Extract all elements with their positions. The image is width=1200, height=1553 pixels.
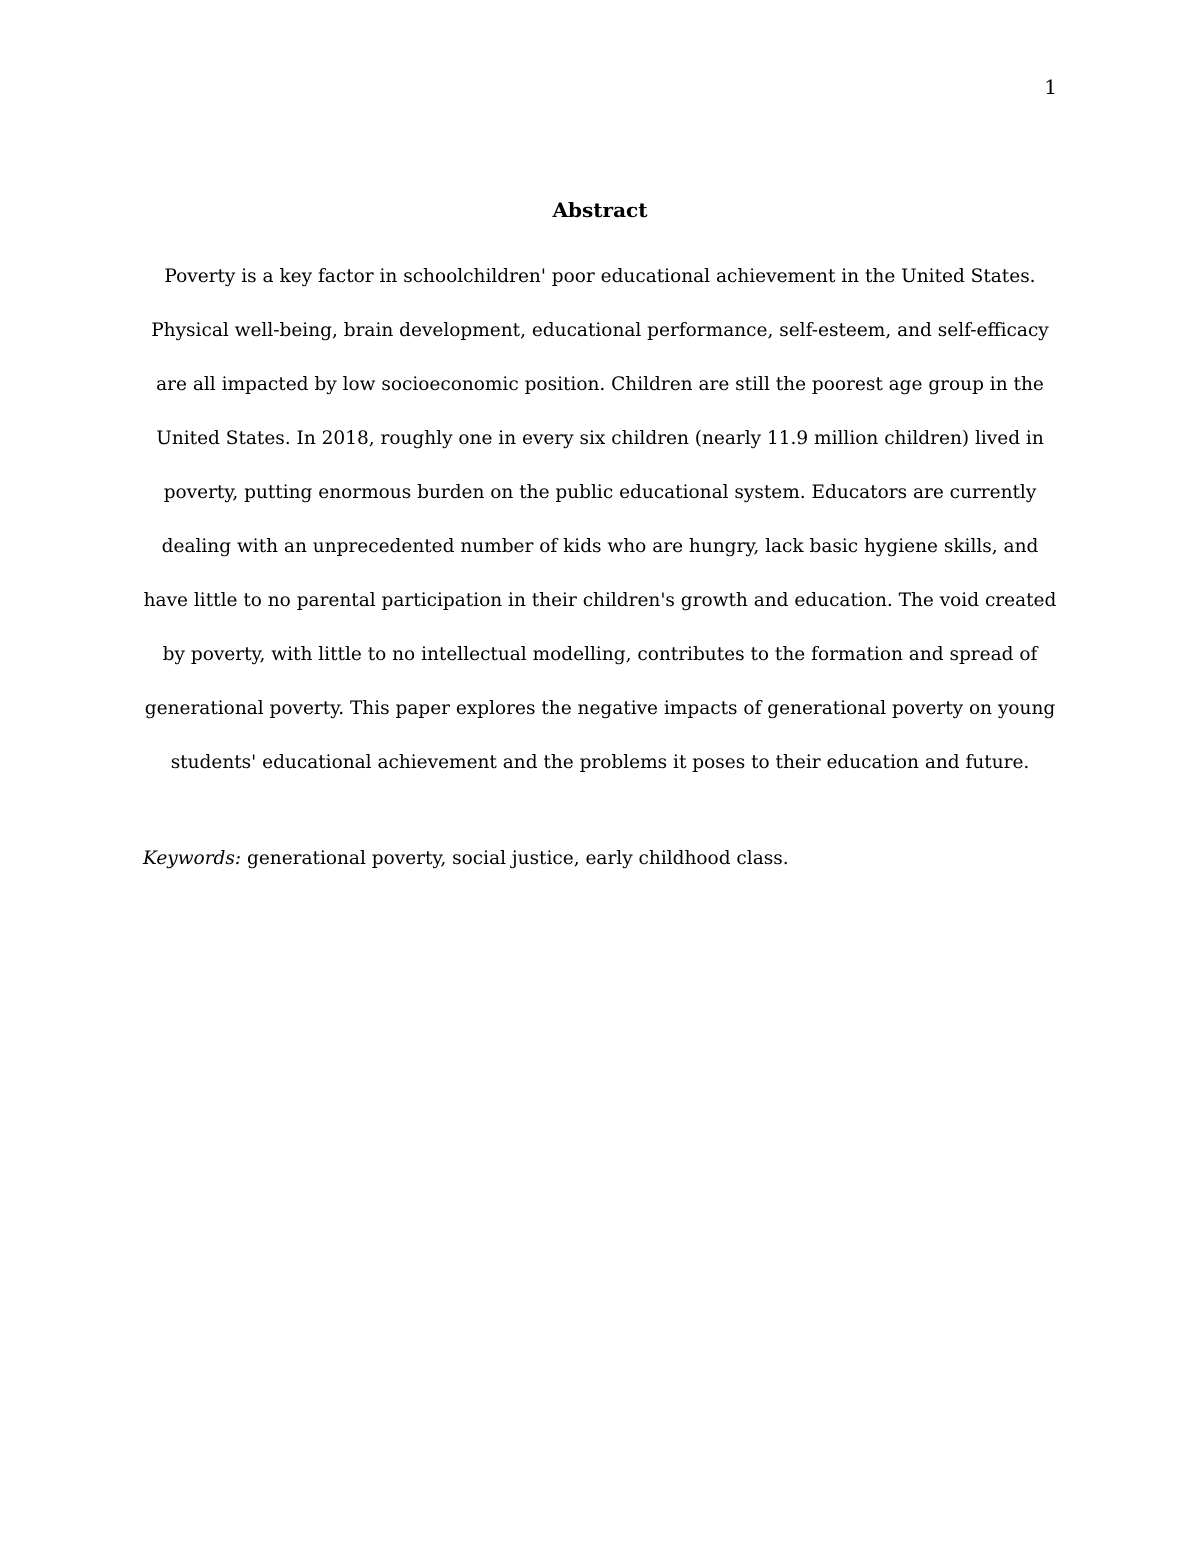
keywords-label: Keywords: xyxy=(143,848,242,869)
abstract-line: United States. In 2018, roughly one in every six children (nearly 11.9 million children) lived in xyxy=(156,428,1044,449)
abstract-line: generational poverty. This paper explores the negative impacts of generational poverty on young xyxy=(144,698,1056,719)
abstract-line: Physical well-being, brain development, educational performance, self-esteem, and self-efficacy xyxy=(151,320,1049,341)
page-number: 1 xyxy=(1044,75,1057,99)
abstract-line: students' educational achievement and the problems it poses to their education and future. xyxy=(170,752,1030,773)
keywords-line xyxy=(143,844,789,874)
abstract-heading: Abstract xyxy=(552,198,648,222)
abstract-line: Poverty is a key factor in schoolchildren' poor educational achievement in the United States. xyxy=(164,266,1036,287)
abstract-line: have little to no parental participation in their children's growth and education. The void created xyxy=(143,590,1057,611)
abstract-line: poverty, putting enormous burden on the public educational system. Educators are currently xyxy=(163,482,1037,503)
abstract-body xyxy=(140,250,1060,790)
abstract-line: dealing with an unprecedented number of kids who are hungry, lack basic hygiene skills, and xyxy=(161,536,1039,557)
keywords-text: generational poverty, social justice, early childhood class. xyxy=(241,848,789,869)
abstract-line: are all impacted by low socioeconomic position. Children are still the poorest age group in the xyxy=(156,374,1044,395)
abstract-line: by poverty, with little to no intellectual modelling, contributes to the formation and spread of xyxy=(162,644,1038,665)
